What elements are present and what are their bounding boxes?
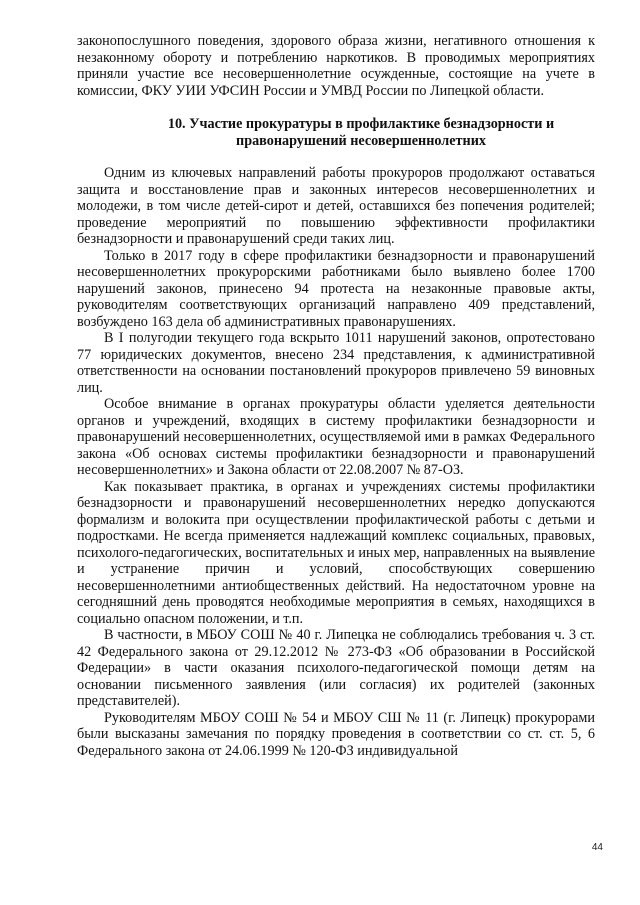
body-paragraph: В частности, в МБОУ СОШ № 40 г. Липецка не соблюдались требования ч. 3 ст. 42 Федерального закона от 29.12.2012 № 273-ФЗ «Об образовании в Российской Федерации» в части оказания психолого-педагогической помощи детям на основании письменного заявления (или согласия) их родителей (законных представителей). [77, 627, 595, 709]
document-page [77, 33, 595, 759]
body-paragraph: Только в 2017 году в сфере профилактики безнадзорности и правонарушений несовершеннолетних прокурорскими работниками было выявлено более 1700 нарушений законов, принесено 94 протеста на незаконные правовые акты, руководителям соответствующих организаций направлено 409 представлений, возбуждено 163 дела об административных правонарушениях. [77, 247, 595, 330]
intro-paragraph: законопослушного поведения, здорового образа жизни, негативного отношения к незаконному обороту и потреблению наркотиков. В проводимых мероприятиях приняли участие все несовершеннолетние осужденные, состоящие на учете в комиссии, ФКУ УИИ УФСИН России и УМВД России по Липецкой области. [77, 33, 595, 99]
body-paragraph: Одним из ключевых направлений работы прокуроров продолжают оставаться защита и восстановление прав и законных интересов несовершеннолетних и молодежи, в том числе детей-сирот и детей, оставшихся без попечения родителей; проведение мероприятий по повышению эффективности профилактики безнадзорности и правонарушений среди таких лиц. [77, 165, 595, 247]
body-paragraph: В I полугодии текущего года вскрыто 1011 нарушений законов, опротестовано 77 юридических документов, внесено 234 представления, к административной ответственности на основании постановлений прокуроров привлечено 59 виновных лиц. [77, 330, 595, 396]
section-heading: 10. Участие прокуратуры в профилактике безнадзорности и правонарушений несовершеннолетних [167, 116, 555, 149]
body-paragraph: Как показывает практика, в органах и учреждениях системы профилактики безнадзорности и правонарушений несовершеннолетних нередко допускаются формализм и волокита при осуществлении профилактической работы с детьми и подростками. Не всегда применяется надлежащий комплекс социальных, правовых, психолого-педагогических, воспитательных и иных мер, направленных на выявление и устранение причин и условий, способствующих совершению несовершеннолетними антиобщественных действий. На недостаточном уровне на сегодняшний день проводятся необходимые мероприятия в семьях, находящихся в социально опасном положении, и т.п. [77, 478, 595, 627]
body-paragraph: Руководителям МБОУ СОШ № 54 и МБОУ СШ № 11 (г. Липецк) прокурорами были высказаны замечания по порядку проведения в соответствии со ст. ст. 5, 6 Федерального закона от 24.06.1999 № 120-ФЗ индивидуальной [77, 709, 595, 759]
page-number: 44 [591, 842, 603, 853]
body-paragraph: Особое внимание в органах прокуратуры области уделяется деятельности органов и учреждений, входящих в систему профилактики безнадзорности и правонарушений несовершеннолетних, осуществляемой ими в рамках Федерального закона «Об основах системы профилактики безнадзорности и правонарушений несовершеннолетних» и Закона области от 22.08.2007 № 87-ОЗ. [77, 396, 595, 478]
